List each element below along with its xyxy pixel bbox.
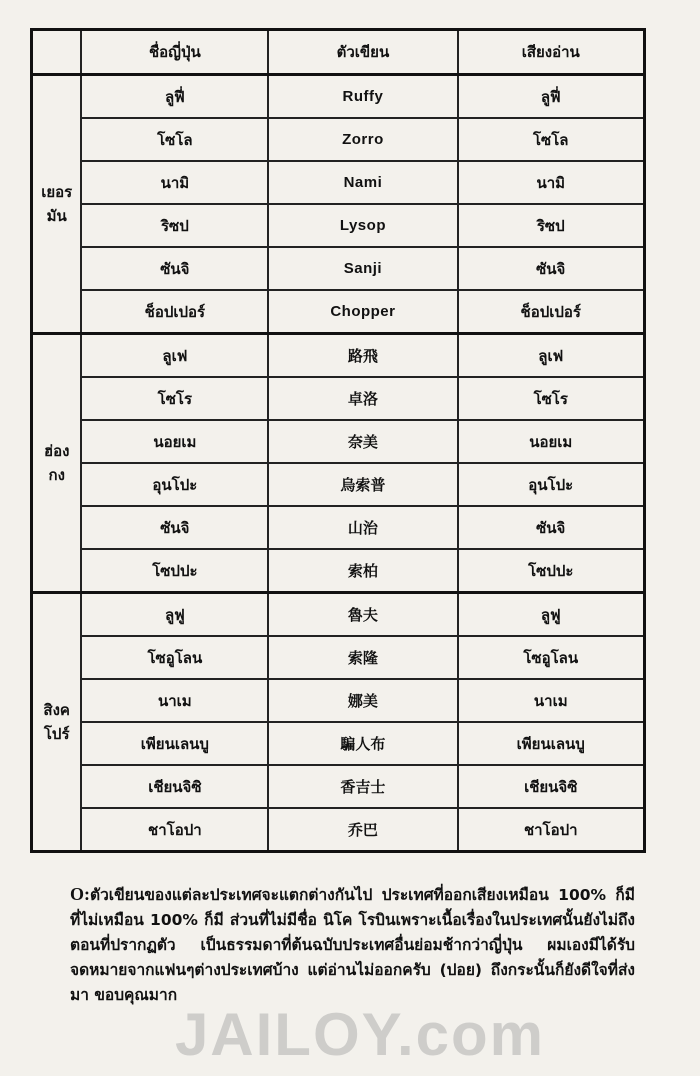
japanese-name-cell: ลูฟู xyxy=(81,593,268,637)
header-japanese-name: ชื่อญี่ปุ่น xyxy=(81,30,268,75)
written-name-cell: Ruffy xyxy=(268,75,457,119)
japanese-name-cell: เชียนจิซิ xyxy=(81,765,268,808)
written-name-cell: 索隆 xyxy=(268,636,457,679)
group-germany xyxy=(32,75,645,334)
reading-cell: โซโร xyxy=(458,377,645,420)
footnote-lead: O: xyxy=(70,884,90,904)
reading-cell: โซปปะ xyxy=(458,549,645,593)
reading-cell: นอยเม xyxy=(458,420,645,463)
table-row xyxy=(32,118,645,161)
table-row xyxy=(32,549,645,593)
group-singapore xyxy=(32,593,645,852)
table-row xyxy=(32,204,645,247)
japanese-name-cell: ซันจิ xyxy=(81,506,268,549)
table-row xyxy=(32,334,645,378)
japanese-name-cell: ซันจิ xyxy=(81,247,268,290)
written-name-cell: 奈美 xyxy=(268,420,457,463)
written-name-cell: Zorro xyxy=(268,118,457,161)
group-hong-kong xyxy=(32,334,645,593)
reading-cell: ลูเฟ xyxy=(458,334,645,378)
table-row xyxy=(32,420,645,463)
table-row xyxy=(32,808,645,852)
written-name-cell: 魯夫 xyxy=(268,593,457,637)
region-label: เยอร มัน xyxy=(32,75,82,334)
japanese-name-cell: อุนโปะ xyxy=(81,463,268,506)
written-name-cell: 騙人布 xyxy=(268,722,457,765)
japanese-name-cell: ชาโอปา xyxy=(81,808,268,852)
table-row xyxy=(32,463,645,506)
reading-cell: โซอูโลน xyxy=(458,636,645,679)
japanese-name-cell: นอยเม xyxy=(81,420,268,463)
written-name-cell: Lysop xyxy=(268,204,457,247)
header-written: ตัวเขียน xyxy=(268,30,457,75)
header-row xyxy=(32,30,645,75)
written-name-cell: 烏索普 xyxy=(268,463,457,506)
header-corner xyxy=(32,30,82,75)
reading-cell: ซันจิ xyxy=(458,247,645,290)
reading-cell: โซโล xyxy=(458,118,645,161)
written-name-cell: 乔巴 xyxy=(268,808,457,852)
table-row xyxy=(32,247,645,290)
table-row xyxy=(32,290,645,334)
written-name-cell: 卓洛 xyxy=(268,377,457,420)
japanese-name-cell: โซปปะ xyxy=(81,549,268,593)
japanese-name-cell: ริซป xyxy=(81,204,268,247)
table-row xyxy=(32,161,645,204)
region-label: สิงค โปร์ xyxy=(32,593,82,852)
japanese-name-cell: ช็อปเปอร์ xyxy=(81,290,268,334)
japanese-name-cell: โซโล xyxy=(81,118,268,161)
table-row xyxy=(32,636,645,679)
reading-cell: อุนโปะ xyxy=(458,463,645,506)
table-row xyxy=(32,75,645,119)
japanese-name-cell: นาเม xyxy=(81,679,268,722)
table-row xyxy=(32,722,645,765)
table-row xyxy=(32,593,645,637)
watermark: JAILOY.com xyxy=(174,1001,546,1068)
japanese-name-cell: ลูเฟ xyxy=(81,334,268,378)
reading-cell: นาเม xyxy=(458,679,645,722)
reading-cell: นามิ xyxy=(458,161,645,204)
written-name-cell: 路飛 xyxy=(268,334,457,378)
reading-cell: ลูฟี่ xyxy=(458,75,645,119)
written-name-cell: 山治 xyxy=(268,506,457,549)
written-name-cell: 索柏 xyxy=(268,549,457,593)
table-row xyxy=(32,506,645,549)
reading-cell: เชียนจิซิ xyxy=(458,765,645,808)
written-name-cell: 香吉士 xyxy=(268,765,457,808)
japanese-name-cell: นามิ xyxy=(81,161,268,204)
name-comparison-table xyxy=(30,28,646,853)
footnote-text: ตัวเขียนของแต่ละประเทศจะแตกต่างกันไป ประเทศที่ออกเสียงเหมือน 100% ก็มี ที่ไม่เหมือน 100% ก็มี ส่วนที่ไม่มีชื่อ นิโค โรบินเพราะเนื้อเรื่องในประเทศนั้นยังไม่ถึงตอนที่ปรากฏตัว เป็นธรรมดาที่ต้นฉบับประเทศอื่นย่อมช้ากว่าญี่ปุ่น ผมเองมีได้รับจดหมายจากแฟนๆต่างประเทศบ้าง แต่อ่านไม่ออกครับ (ปอย) ถึงกระนั้นก็ยังดีใจที่ส่งมา ขอบคุณมาก xyxy=(70,886,635,1004)
reading-cell: ซันจิ xyxy=(458,506,645,549)
reading-cell: ริซป xyxy=(458,204,645,247)
footnote xyxy=(70,882,635,1008)
written-name-cell: Nami xyxy=(268,161,457,204)
region-label: ฮ่อง กง xyxy=(32,334,82,593)
table-row xyxy=(32,679,645,722)
written-name-cell: 娜美 xyxy=(268,679,457,722)
japanese-name-cell: ลูฟี่ xyxy=(81,75,268,119)
reading-cell: เพียนเลนบู xyxy=(458,722,645,765)
table-row xyxy=(32,377,645,420)
header-reading: เสียงอ่าน xyxy=(458,30,645,75)
reading-cell: ลูฟู xyxy=(458,593,645,637)
written-name-cell: Sanji xyxy=(268,247,457,290)
reading-cell: ชาโอปา xyxy=(458,808,645,852)
japanese-name-cell: โซอูโลน xyxy=(81,636,268,679)
japanese-name-cell: โซโร xyxy=(81,377,268,420)
japanese-name-cell: เพียนเลนบู xyxy=(81,722,268,765)
reading-cell: ช็อปเปอร์ xyxy=(458,290,645,334)
written-name-cell: Chopper xyxy=(268,290,457,334)
table-row xyxy=(32,765,645,808)
